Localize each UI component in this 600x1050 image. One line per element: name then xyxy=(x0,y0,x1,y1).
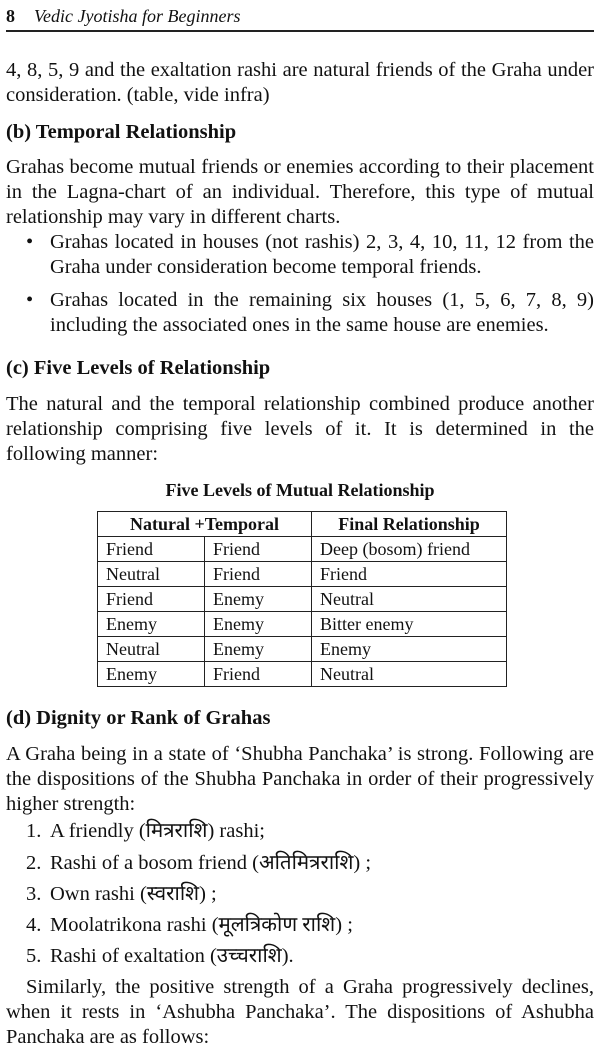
section-b-paragraph: Grahas become mutual friends or enemies according to their placement in the Lagna-chart of an individual. Therefore, this type of mutual relationship may vary in different charts. xyxy=(6,156,594,228)
section-d-heading: (d) Dignity or Rank of Grahas xyxy=(6,707,271,729)
table-row xyxy=(98,537,507,562)
cell-final: Neutral xyxy=(312,662,507,687)
cell-temporal: Enemy xyxy=(205,637,312,662)
cell-natural: Neutral xyxy=(98,637,205,662)
cell-final: Enemy xyxy=(312,637,507,662)
cell-temporal: Friend xyxy=(205,662,312,687)
table-row xyxy=(98,587,507,612)
cell-natural: Friend xyxy=(98,587,205,612)
cell-final: Friend xyxy=(312,562,507,587)
closing-paragraph: Similarly, the positive strength of a Graha progressively declines, when it rests in ‘Ashubha Panchaka’. The dispositions of Ashubha Panchaka are as follows: xyxy=(6,976,594,1048)
header-natural-temporal: Natural +Temporal xyxy=(98,512,312,537)
list-text: Moolatrikona rashi (मूलत्रिकोण राशि) ; xyxy=(50,914,353,936)
table-title: Five Levels of Mutual Relationship xyxy=(165,480,435,500)
cell-natural: Enemy xyxy=(98,612,205,637)
header-final-relationship: Final Relationship xyxy=(312,512,507,537)
list-number: 1. xyxy=(26,820,42,842)
bullet-text: Grahas located in the remaining six houses (1, 5, 6, 7, 8, 9) including the associated ones in the same house are enemies. xyxy=(50,289,594,336)
list-text: Rashi of a bosom friend (अतिमित्रराशि) ; xyxy=(50,852,372,874)
cell-temporal: Friend xyxy=(205,562,312,587)
table-row xyxy=(98,637,507,662)
list-number: 3. xyxy=(26,883,42,905)
table-row xyxy=(98,612,507,637)
bullet-icon: • xyxy=(26,289,34,311)
intro-paragraph: 4, 8, 5, 9 and the exaltation rashi are natural friends of the Graha under consideration. (table, vide infra) xyxy=(6,59,594,106)
list-number: 4. xyxy=(26,914,42,936)
list-text: A friendly (मित्रराशि) rashi; xyxy=(50,820,265,842)
table-row xyxy=(98,662,507,687)
cell-temporal: Friend xyxy=(205,537,312,562)
list-text: Rashi of exaltation (उच्चराशि). xyxy=(50,945,294,967)
relationship-table xyxy=(97,511,507,687)
list-item xyxy=(26,819,265,844)
list-number: 5. xyxy=(26,945,42,967)
bullet-icon: • xyxy=(26,231,34,253)
cell-natural: Enemy xyxy=(98,662,205,687)
cell-temporal: Enemy xyxy=(205,612,312,637)
list-text: Own rashi (स्वराशि) ; xyxy=(50,883,217,905)
bullet-text: Grahas located in houses (not rashis) 2, 3, 4, 10, 11, 12 from the Graha under consideration become temporal friends. xyxy=(50,231,594,278)
list-item xyxy=(26,944,294,969)
list-item xyxy=(26,913,353,938)
section-d-paragraph: A Graha being in a state of ‘Shubha Panchaka’ is strong. Following are the dispositions of the Shubha Panchaka in order of their progressively higher strength: xyxy=(6,743,594,815)
list-item xyxy=(26,882,217,907)
book-title: Vedic Jyotisha for Beginners xyxy=(34,6,241,26)
cell-natural: Friend xyxy=(98,537,205,562)
running-header xyxy=(6,2,594,32)
table-row xyxy=(98,562,507,587)
cell-final: Deep (bosom) friend xyxy=(312,537,507,562)
section-b-heading: (b) Temporal Relationship xyxy=(6,121,237,143)
bullet-item xyxy=(26,230,594,280)
section-c-paragraph: The natural and the temporal relationship combined produce another relationship comprising five levels of it. It is determined in the following manner: xyxy=(6,393,594,465)
cell-final: Bitter enemy xyxy=(312,612,507,637)
cell-final: Neutral xyxy=(312,587,507,612)
bullet-item xyxy=(26,288,594,338)
cell-temporal: Enemy xyxy=(205,587,312,612)
cell-natural: Neutral xyxy=(98,562,205,587)
table-header-row xyxy=(98,512,507,537)
section-c-heading: (c) Five Levels of Relationship xyxy=(6,357,271,379)
page-number: 8 xyxy=(6,6,15,26)
list-item xyxy=(26,851,371,876)
list-number: 2. xyxy=(26,852,42,874)
